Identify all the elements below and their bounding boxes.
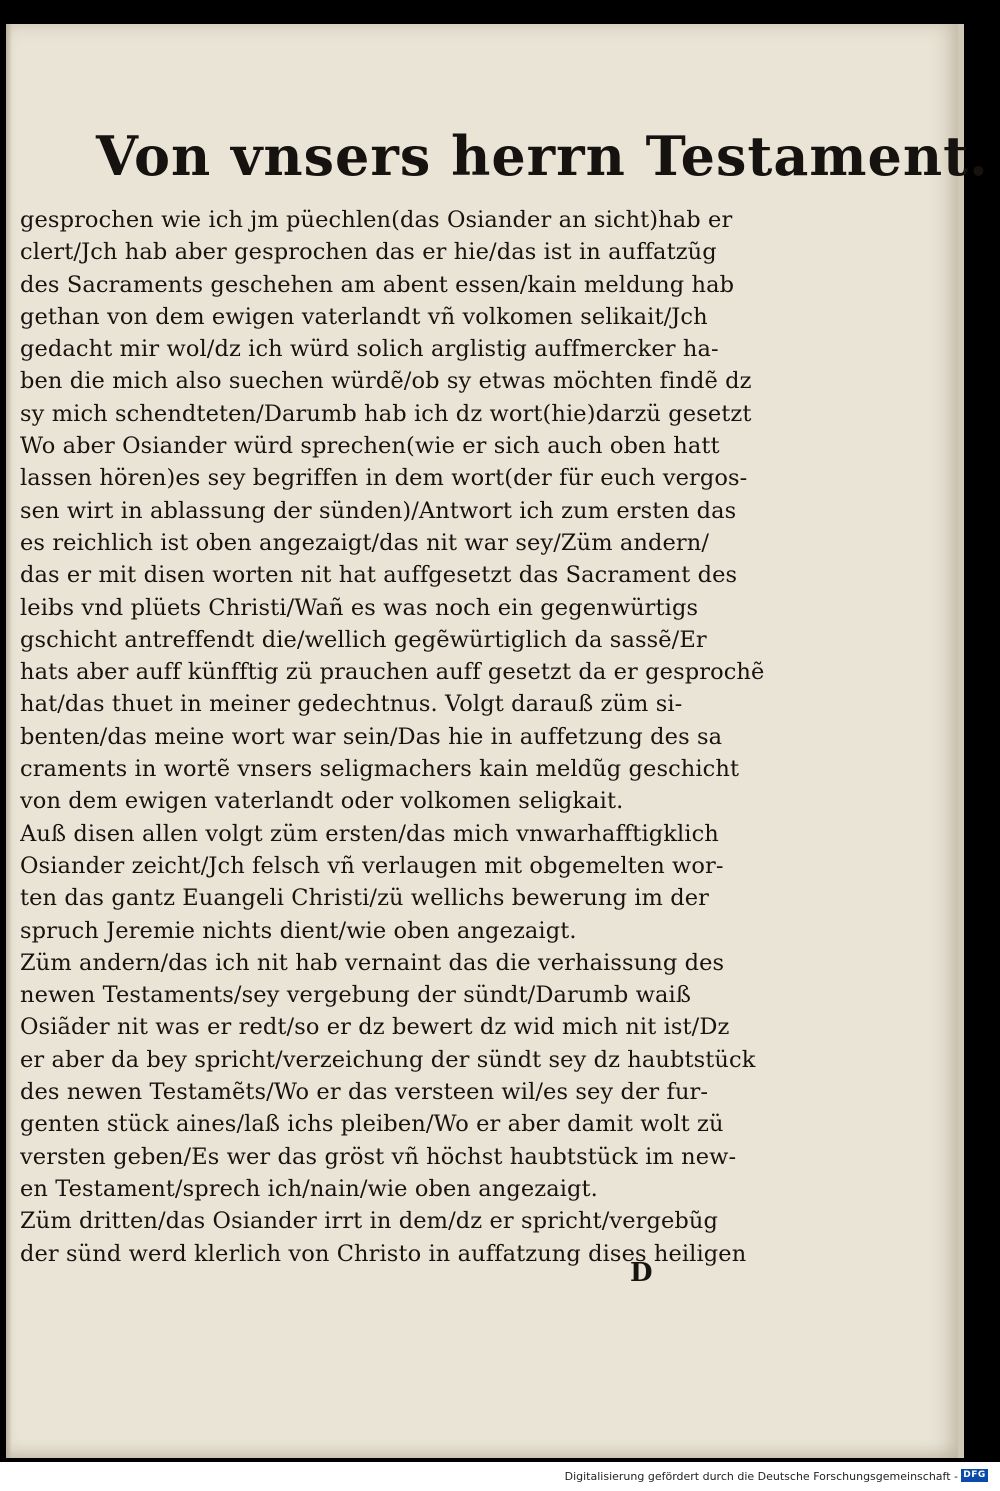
text-line: Wo aber Osiander würd sprechen(wie er sich auch oben hatt bbox=[20, 433, 720, 460]
dfg-logo-icon: DFG bbox=[961, 1469, 988, 1482]
text-line: hats aber auff künfftig zü prauchen auff gesetzt da er gesprochẽ bbox=[20, 659, 765, 686]
book-page bbox=[6, 24, 989, 1458]
text-line: newen Testaments/sey vergebung der sündt/Darumb waiß bbox=[20, 982, 691, 1009]
text-line: sy mich schendteten/Darumb hab ich dz wort(hie)darzü gesetzt bbox=[20, 400, 752, 427]
text-line: gschicht antreffendt die/wellich gegẽwürtiglich da sassẽ/Er bbox=[20, 626, 707, 653]
text-line: spruch Jeremie nichts dient/wie oben angezaigt. bbox=[20, 917, 577, 944]
text-line: gethan von dem ewigen vaterlandt vñ volkomen selikait/Jch bbox=[20, 303, 708, 330]
text-line: gedacht mir wol/dz ich würd solich arglistig auffmercker ha- bbox=[20, 336, 719, 363]
catchword: D bbox=[630, 1258, 653, 1288]
text-line: clert/Jch hab aber gesprochen das er hie/das ist in auffatzũg bbox=[20, 239, 717, 266]
text-line: leibs vnd plüets Christi/Wañ es was noch ein gegenwürtigs bbox=[20, 594, 699, 621]
text-line: Auß disen allen volgt züm ersten/das mich vnwarhafftigklich bbox=[20, 820, 719, 847]
text-line: lassen hören)es sey begriffen in dem wort(der für euch vergos- bbox=[20, 465, 748, 492]
text-line: Osiãder nit was er redt/so er dz bewert dz wid mich nit ist/Dz bbox=[20, 1014, 730, 1041]
text-line: des newen Testamẽts/Wo er das versteen wil/es sey der fur- bbox=[20, 1079, 709, 1106]
running-head: Von vnsers herrn Testament. bbox=[96, 124, 989, 188]
text-line: genten stück aines/laß ichs pleiben/Wo er aber damit wolt zü bbox=[20, 1111, 724, 1138]
text-line: en Testament/sprech ich/nain/wie oben angezaigt. bbox=[20, 1175, 598, 1202]
text-line: des Sacraments geschehen am abent essen/kain meldung hab bbox=[20, 271, 735, 298]
text-line: ben die mich also suechen würdẽ/ob sy etwas möchten findẽ dz bbox=[20, 368, 752, 395]
text-line: Züm dritten/das Osiander irrt in dem/dz er spricht/vergebũg bbox=[20, 1208, 718, 1235]
text-line: benten/das meine wort war sein/Das hie in auffetzung des sa bbox=[20, 723, 723, 750]
text-line: Züm andern/das ich nit hab vernaint das die verhaissung des bbox=[20, 949, 725, 976]
text-line: das er mit disen worten nit hat auffgesetzt das Sacrament des bbox=[20, 562, 738, 589]
text-line: der sünd werd klerlich von Christo in auffatzung dises heiligen bbox=[20, 1240, 747, 1267]
text-line: von dem ewigen vaterlandt oder volkomen seligkait. bbox=[20, 788, 624, 815]
text-block bbox=[20, 204, 800, 1270]
funding-credit: Digitalisierung gefördert durch die Deutsche Forschungsgemeinschaft - bbox=[564, 1470, 958, 1483]
footer-bar bbox=[0, 1462, 1000, 1491]
text-line: sen wirt in ablassung der sünden)/Antwort ich zum ersten das bbox=[20, 497, 737, 524]
text-line: ten das gantz Euangeli Christi/zü wellichs bewerung im der bbox=[20, 885, 709, 912]
text-line: hat/das thuet in meiner gedechtnus. Volgt darauß züm si- bbox=[20, 691, 683, 718]
text-line: er aber da bey spricht/verzeichung der sündt sey dz haubtstück bbox=[20, 1046, 756, 1073]
text-line: versten geben/Es wer das gröst vñ höchst haubtstück im new- bbox=[20, 1143, 737, 1170]
text-line: gesprochen wie ich jm püechlen(das Osiander an sicht)hab er bbox=[20, 207, 733, 233]
text-line: Osiander zeicht/Jch felsch vñ verlaugen mit obgemelten wor- bbox=[20, 852, 724, 879]
text-line: craments in wortẽ vnsers seligmachers kain meldũg geschicht bbox=[20, 756, 740, 783]
text-line: es reichlich ist oben angezaigt/das nit war sey/Züm andern/ bbox=[20, 529, 710, 556]
